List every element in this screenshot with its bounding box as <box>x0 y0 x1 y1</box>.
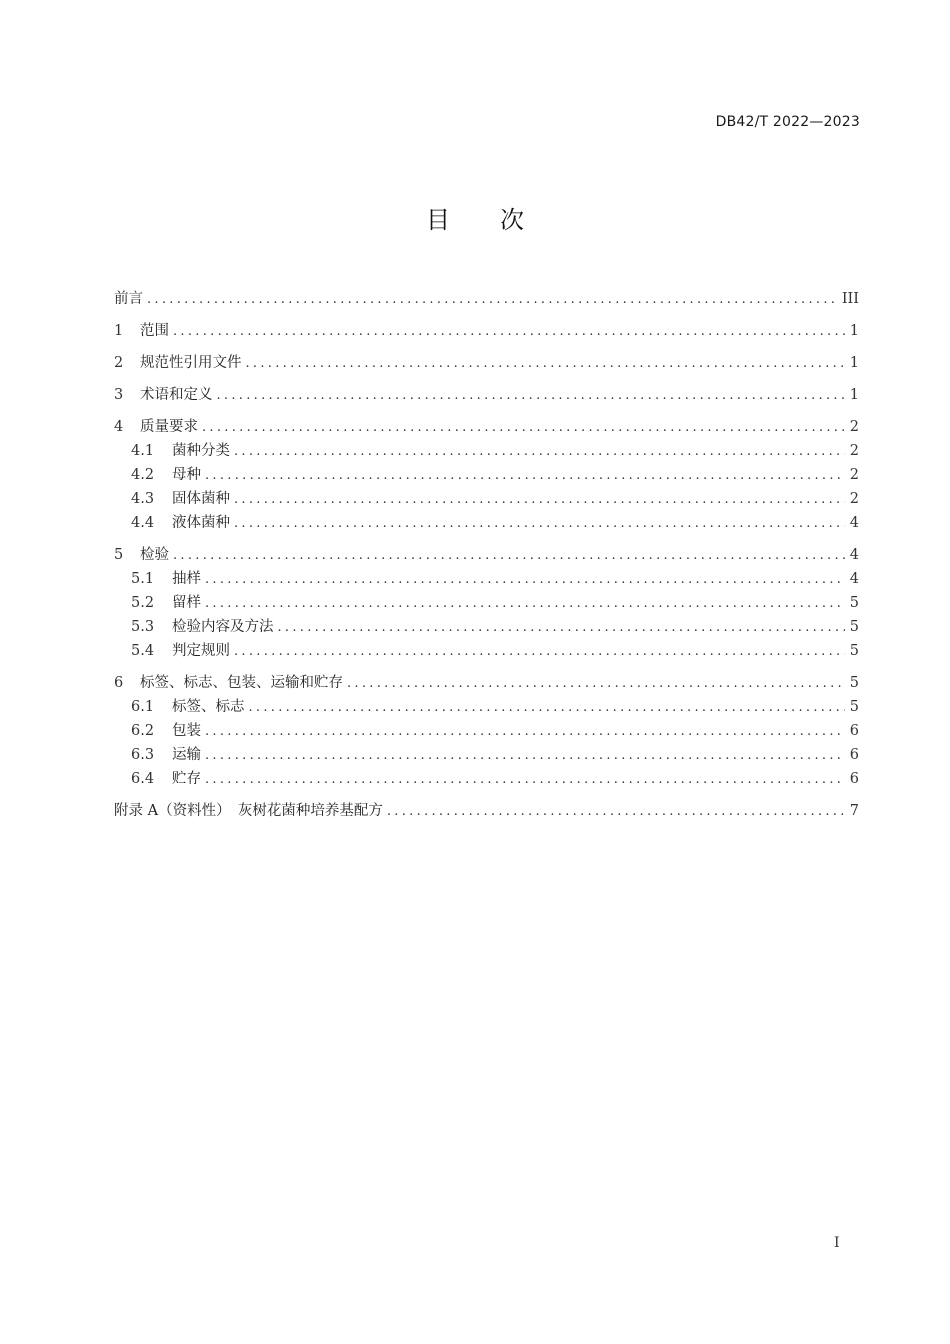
toc-entry-label: 液体菌种 <box>172 515 230 531</box>
toc-entry-page: 5 <box>849 619 859 635</box>
toc-leader-dots <box>217 384 846 408</box>
toc-entry-page: 4 <box>849 547 859 563</box>
toc-entry-chapter-5[interactable] <box>114 543 859 567</box>
toc-entry-label: 固体菌种 <box>172 491 230 507</box>
page-title: 目次 <box>426 206 574 234</box>
toc-entry-label: 判定规则 <box>172 643 230 659</box>
toc-leader-dots <box>205 768 845 792</box>
toc-entry-page: 2 <box>849 419 859 435</box>
toc-leader-dots <box>246 352 846 376</box>
toc-entry-page: 7 <box>849 803 859 819</box>
toc-leader-dots <box>205 568 845 592</box>
toc-entry-section-6-2[interactable] <box>114 719 859 743</box>
toc-leader-dots <box>234 440 845 464</box>
toc-entry-number: 5.3 <box>131 619 155 635</box>
toc-leader-dots <box>387 800 845 824</box>
toc-entry-number: 4.2 <box>131 467 155 483</box>
toc-entry-number: 5.4 <box>131 643 155 659</box>
toc-entry-number: 2 <box>114 355 124 371</box>
toc-entry-label: 术语和定义 <box>140 387 213 403</box>
toc-entry-section-5-2[interactable] <box>114 591 859 615</box>
toc-entry-section-4-2[interactable] <box>114 463 859 487</box>
toc-leader-dots <box>202 416 845 440</box>
toc-entry-page: 6 <box>849 771 859 787</box>
toc-entry-page: 1 <box>849 323 859 339</box>
toc-entry-section-6-1[interactable] <box>114 695 859 719</box>
toc-leader-dots <box>205 464 845 488</box>
toc-entry-page: 6 <box>849 723 859 739</box>
toc-entry-number: 4.4 <box>131 515 155 531</box>
toc-entry-number: 6 <box>114 675 124 691</box>
toc-entry-label: 附录 A（资料性） 灰树花菌种培养基配方 <box>114 803 383 819</box>
toc-entry-number: 6.3 <box>131 747 155 763</box>
toc-entry-foreword[interactable] <box>114 287 859 311</box>
toc-leader-dots <box>147 288 838 312</box>
toc-entry-page: 5 <box>849 643 859 659</box>
toc-entry-page: 4 <box>849 515 859 531</box>
toc-entry-chapter-3[interactable] <box>114 383 859 407</box>
toc-entry-page: 4 <box>849 571 859 587</box>
toc-entry-page: 2 <box>849 467 859 483</box>
toc-entry-chapter-4[interactable] <box>114 415 859 439</box>
toc-leader-dots <box>234 640 845 664</box>
toc-leader-dots <box>234 488 845 512</box>
toc-leader-dots <box>249 696 846 720</box>
toc-entry-appendix-a[interactable] <box>114 799 859 823</box>
toc-entry-chapter-6[interactable] <box>114 671 859 695</box>
table-of-contents <box>114 285 859 823</box>
toc-entry-label: 检验 <box>140 547 169 563</box>
toc-entry-number: 4.3 <box>131 491 155 507</box>
toc-leader-dots <box>205 720 845 744</box>
toc-entry-chapter-1[interactable] <box>114 319 859 343</box>
toc-leader-dots <box>205 744 845 768</box>
page-number: I <box>834 1235 840 1251</box>
toc-entry-label: 抽样 <box>172 571 201 587</box>
toc-entry-label: 母种 <box>172 467 201 483</box>
toc-entry-page: 5 <box>849 675 859 691</box>
toc-leader-dots <box>278 616 846 640</box>
toc-entry-label: 规范性引用文件 <box>140 355 242 371</box>
toc-entry-section-6-3[interactable] <box>114 743 859 767</box>
toc-entry-label: 运输 <box>172 747 201 763</box>
toc-leader-dots <box>234 512 845 536</box>
toc-entry-number: 5.2 <box>131 595 155 611</box>
toc-entry-section-5-3[interactable] <box>114 615 859 639</box>
toc-entry-label: 菌种分类 <box>172 443 230 459</box>
toc-entry-page: 5 <box>849 595 859 611</box>
toc-entry-label: 前言 <box>114 291 143 307</box>
toc-leader-dots <box>347 672 845 696</box>
toc-entry-number: 1 <box>114 323 124 339</box>
toc-entry-number: 3 <box>114 387 124 403</box>
toc-entry-section-4-1[interactable] <box>114 439 859 463</box>
toc-entry-section-4-3[interactable] <box>114 487 859 511</box>
toc-leader-dots <box>173 320 845 344</box>
toc-entry-label: 留样 <box>172 595 201 611</box>
toc-entry-page: 6 <box>849 747 859 763</box>
toc-entry-number: 4 <box>114 419 124 435</box>
toc-entry-label: 检验内容及方法 <box>172 619 274 635</box>
toc-entry-page: 2 <box>849 443 859 459</box>
toc-entry-label: 范围 <box>140 323 169 339</box>
toc-entry-label: 标签、标志、包装、运输和贮存 <box>140 675 343 691</box>
toc-entry-label: 贮存 <box>172 771 201 787</box>
toc-entry-label: 包装 <box>172 723 201 739</box>
toc-leader-dots <box>205 592 845 616</box>
toc-entry-page: 1 <box>849 387 859 403</box>
toc-entry-number: 4.1 <box>131 443 155 459</box>
toc-entry-page: 5 <box>849 699 859 715</box>
toc-entry-number: 6.4 <box>131 771 155 787</box>
toc-entry-number: 5.1 <box>131 571 155 587</box>
toc-leader-dots <box>173 544 845 568</box>
toc-entry-section-5-4[interactable] <box>114 639 859 663</box>
toc-entry-label: 标签、标志 <box>172 699 245 715</box>
toc-entry-label: 质量要求 <box>140 419 198 435</box>
toc-entry-number: 6.1 <box>131 699 155 715</box>
toc-entry-page: III <box>841 291 859 307</box>
toc-entry-number: 6.2 <box>131 723 155 739</box>
document-code: DB42/T 2022—2023 <box>715 114 860 130</box>
toc-entry-chapter-2[interactable] <box>114 351 859 375</box>
toc-entry-page: 2 <box>849 491 859 507</box>
toc-entry-section-4-4[interactable] <box>114 511 859 535</box>
toc-entry-page: 1 <box>849 355 859 371</box>
toc-entry-section-5-1[interactable] <box>114 567 859 591</box>
toc-entry-section-6-4[interactable] <box>114 767 859 791</box>
toc-entry-number: 5 <box>114 547 124 563</box>
